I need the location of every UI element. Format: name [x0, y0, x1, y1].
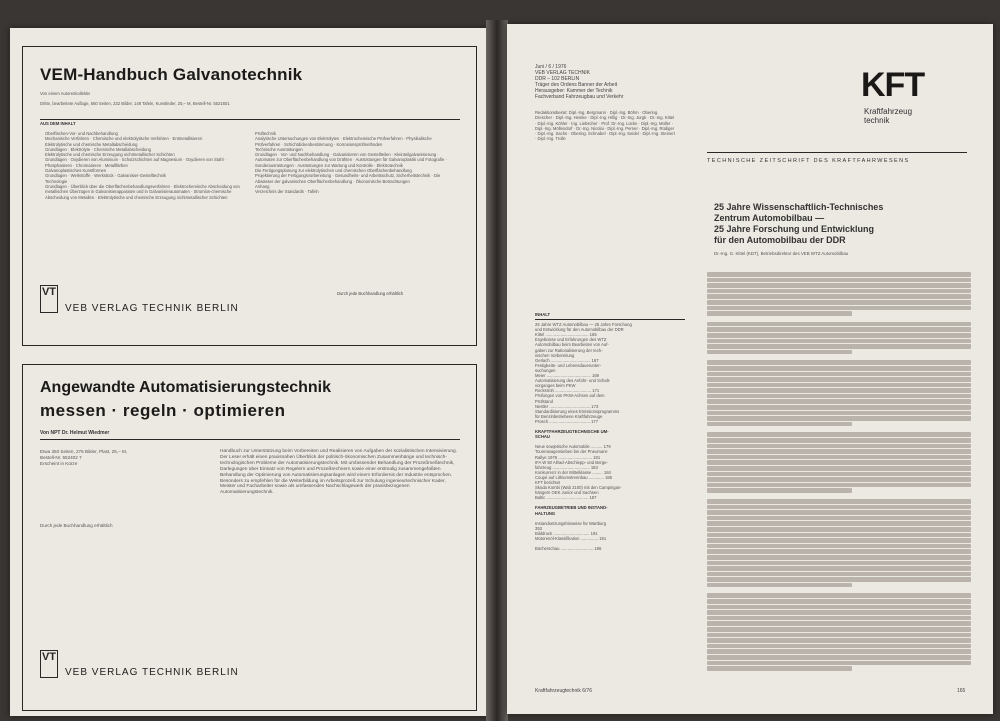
- body-text-line: [707, 627, 971, 632]
- masthead-staff: Redaktionsbeirat: Dipl.-Ing. Bergmann · Dipl.-Ing. Böhm · Obering. Drescher · Dipl.-Ing. Heinke · Dipl.-Ing. Hillig · Dr.-Ing. Jurgk · Dr.-Ing. Kittel · Dipl.-Ing. Köhler · Ing. Liebscher · Prof. Dr.-Ing. Lücke · Dipl.-Ing. Müller · Dipl.-Ing. Möllendorf · Dr.-Ing. Nicolai · Dipl.-Ing. Perner · Dipl.-Ing. Rüdiger · Dipl.-Ing. Sachs · Obering. Schnabel · Dipl.-Ing. Seidel · Dipl.-Ing. Steinert · Dipl.-Ing. Trolle: [535, 110, 675, 142]
- ad-automatisierungstechnik: [22, 364, 477, 711]
- body-text-line: [707, 388, 971, 393]
- ad2-details: Etwa 350 Seiten, 276 Bilder, Plast, 25,– M, Bestell-Nr. 552402 7 Erscheint in Kürze: [40, 449, 128, 466]
- ad1-divider: [40, 119, 460, 120]
- ad2-publisher: VEB VERLAG TECHNIK BERLIN: [65, 667, 239, 678]
- body-text-line: [707, 449, 971, 454]
- toc-line: Skoda Kombi (Wab 2100) mit den Campingan-: [535, 485, 622, 491]
- toc-section: HALTUNG: [535, 510, 556, 516]
- body-text-line: [707, 499, 971, 504]
- body-text-line: [707, 666, 852, 671]
- toc-line: Prosch ................................... 177: [535, 418, 599, 424]
- toc-line: KFT berichtet: [535, 480, 561, 485]
- toc-line: Bilddruck ............................... 191: [535, 530, 598, 536]
- body-text-line: [707, 360, 971, 365]
- toc-line: Konkurrenz in der Mittelklasse ......... 184: [535, 469, 611, 475]
- body-text-line: [707, 405, 971, 410]
- toc-line: Kittel ..................................... 165: [535, 332, 597, 338]
- toc-section: FAHRZEUGBETRIEB UND INSTAND-: [535, 505, 608, 511]
- body-text-line: [707, 644, 971, 649]
- body-text-line: [707, 599, 971, 604]
- kft-subtitle: Kraftfahrzeug technik: [864, 107, 913, 125]
- ad2-order-note: Durch jede Buchhandlung erhältlich: [40, 523, 113, 528]
- toc-line: nischen Vorbereitung: [535, 352, 575, 358]
- toc-line: Instandsetzungshinweise für Wartburg: [535, 520, 607, 526]
- ad2-subtitle: messen · regeln · optimieren: [40, 401, 286, 420]
- body-text-line: [707, 544, 971, 549]
- right-page: [507, 24, 993, 714]
- toc-line: 25 Jahre WTZ Automobilbau — 25 Jahre Forschung: [535, 322, 632, 328]
- ad1-title: VEM-Handbuch Galvanotechnik: [40, 65, 303, 84]
- body-text-line: [707, 333, 971, 338]
- body-text-line: [707, 549, 971, 554]
- body-text-line: [707, 516, 971, 521]
- body-text-line: [707, 394, 971, 399]
- toc-line: Motorenöl-Klassifikation ............... 191: [535, 536, 607, 542]
- toc-line: fahrzeug ................................ 183: [535, 464, 598, 470]
- toc-line: vorganges beim PKW: [535, 383, 576, 389]
- body-text-line: [707, 327, 971, 332]
- toc-line: IFA W 50 Allrad-Abschlepp- und Berge-: [535, 459, 608, 465]
- toc-line: Coupé auf Lithiumstrennbau ............. 185: [535, 474, 613, 480]
- toc-section: KRAFTFAHRZEUGTECHNISCHE UM-: [535, 429, 609, 435]
- toc-line: und Entwicklung für den Automobilbau der DDR: [535, 327, 624, 333]
- toc-line: Standardisierung eines Emissionsprogramms: [535, 408, 620, 414]
- kft-logo: KFT: [861, 66, 925, 104]
- body-text-line: [707, 444, 971, 449]
- body-text-line: [707, 377, 971, 382]
- article-author: Dr.-Ing. G. Kittel (KDT), Betriebsdirektor des VEB WTZ Automobilbau: [714, 251, 849, 256]
- body-text-line: [707, 322, 971, 327]
- ad1-publisher: VEB VERLAG TECHNIK BERLIN: [65, 303, 239, 314]
- toc-line: Tourenwagensieben bei der Pneumant-: [535, 449, 609, 455]
- toc-line: Prüfstand: [535, 398, 553, 404]
- toc-line: Baltic .................................... 187: [535, 495, 597, 501]
- toc-line: gaben zur Rationalisierung der tech-: [535, 347, 603, 353]
- page-number: 165: [957, 688, 966, 694]
- toc-line: Gerlach .................................. 167: [535, 357, 599, 363]
- body-text-line: [707, 399, 971, 404]
- toc-line: Automatisierung des Anfahr- und Schalt-: [535, 378, 611, 384]
- toc-line: Prüfungen von PKW-Achsen auf dem: [535, 393, 605, 399]
- body-text-line: [707, 649, 971, 654]
- toc-line: Rallye 1976 ............................. 181: [535, 454, 601, 460]
- body-text-line: [707, 633, 971, 638]
- ad1-author-line: Von einem Autorenkollektiv: [40, 91, 91, 96]
- ad2-title: Angewandte Automatisierungstechnik: [40, 379, 331, 396]
- toc-line: Neue sowjetische Automobile .......... 179: [535, 444, 611, 450]
- body-text-line: [707, 638, 971, 643]
- body-text-line: [707, 472, 971, 477]
- body-text-line: [707, 344, 971, 349]
- toc-heading: INHALT: [535, 312, 551, 317]
- body-text-line: [707, 661, 971, 666]
- vt-logo: VT: [40, 650, 58, 678]
- body-text-line: [707, 366, 971, 371]
- toc-line: für Benzinbetriebene Kraftfahrzeuge: [535, 413, 603, 419]
- toc-line: Nestler ................................... 173: [535, 403, 599, 409]
- header-rule: [707, 152, 967, 153]
- ad1-order-note: Durch jede Buchhandlung erhältlich: [337, 291, 404, 296]
- body-text-line: [707, 383, 971, 388]
- left-page: [10, 28, 497, 716]
- body-text-line: [707, 655, 971, 660]
- body-text-line: [707, 416, 971, 421]
- ad1-contents-col1: Oberflächen-Vor- und Nachbehandlung Mechanische Verfahren · Chemische und elektrolytische Verfahren · Entmetallisieren Elektrolytische und chemische Metallabscheidung Grundlagen · Elektrolyte · Chemische Metallabscheidung Elektrolytische und chemische Erzeugung nichtmetallischer Schichten Grundlagen · Oxydieren von Aluminium · Schutzschichten auf Magnesium · Oxydieren von Stahl · Phosphatieren · Chromatieren · Metallfärben Galvanoplastisches Kunstformen Grundlagen · Werkstoffe · Werkstück · Galvanisier-Gestelltechnik Technologie Grundlagen · Überblick über die Oberflächenbehandlungsverfahren · Elektrochemische Abscheidung von metallischen Überzügen in Galvanisierapparaten und in Galvanisierautomaten · Stromlos-chemische Abscheidung von Metallen · Elektrolytische und chemische Erzeugung nichtmetallischer Schichten: [45, 131, 240, 200]
- body-text-line: [707, 583, 852, 588]
- body-text-line: [707, 488, 852, 493]
- body-text-line: [707, 538, 971, 543]
- body-text-line: [707, 527, 971, 532]
- toc-line: Meier ...................................... 169: [535, 373, 599, 379]
- ad-galvanotechnik: [22, 46, 477, 346]
- body-text-line: [707, 621, 971, 626]
- body-text-line: [707, 306, 971, 311]
- body-text-line: [707, 289, 971, 294]
- body-text-line: [707, 350, 852, 355]
- toc-line: 353: [535, 525, 542, 531]
- body-text-line: [707, 533, 971, 538]
- body-text-line: [707, 572, 971, 577]
- body-text-line: [707, 438, 971, 443]
- ad2-description: Handbuch zur Unterstützung beim Vorbereiten und Realisieren von Aufgaben der sozialistischen Intensivierung. Der Leser erhält einen praxisnahen Überblick der politisch-ökonomischen Zusammenhänge und technisch-technologischen Probleme der Automatisierungstechnik. Mit umfassender Behandlung der Prozeßmeßtechnik, Darlegungen über Einsatz von Regelern und Prozeßrechnern sowie einer erstmalig zusammengefaßten Behandlung der Optimierung von Automatisierungsanlagen wird einem Erfordernis der Industrie entsprochen. Besonders zu empfehlen für die Weiterbildung im Arbeitsprozeß zur Schulung ingenieurtechnischer Kader, Meister und Facharbeiter sowie als umfassendes Nachschlagewerk der praxisbezogenen Automatisierungstechnik.: [220, 449, 458, 496]
- body-text-line: [707, 610, 971, 615]
- body-text-line: [707, 593, 971, 598]
- ad2-author: Von NPT Dr. Helmut Wiedmer: [40, 430, 110, 436]
- article-body: [707, 272, 971, 677]
- journal-tagline: TECHNISCHE ZEITSCHRIFT DES KRAFTFAHRWESENS: [707, 158, 910, 164]
- ad2-divider: [40, 439, 460, 440]
- toc-line: hängern OEK Junior und Sachsen: [535, 490, 599, 496]
- body-text-line: [707, 311, 852, 316]
- toc: [535, 312, 690, 551]
- toc-line: Festigkeits- und Lebensdauerunter-: [535, 362, 602, 368]
- body-text-line: [707, 577, 971, 582]
- body-text-line: [707, 272, 971, 277]
- body-text-line: [707, 339, 971, 344]
- body-text-line: [707, 278, 971, 283]
- vt-logo: VT: [40, 285, 58, 313]
- body-text-line: [707, 521, 971, 526]
- body-text-line: [707, 616, 971, 621]
- footer-journal: Kraftfahrzeugtechnik 6/76: [535, 688, 592, 694]
- body-text-line: [707, 372, 971, 377]
- body-text-line: [707, 411, 971, 416]
- article-title: 25 Jahre Wissenschaftlich-Technisches Zentrum Automobilbau — 25 Jahre Forschung und Entwicklung für den Automobilbau der DDR: [714, 202, 884, 245]
- ad1-contents-col2: Prüftechnik Analytische Untersuchungen von Elektrolyten · Elektrochemische Prüfverfahren · Physikalische Prüfverfahren · Schichtdickenbestimmung · Korrosionsprüfmethoden Technische Ausrüstungen Grundlagen · Vor- und Nachbehandlung · Galvanisieren von Gestellteilen · Kleinteilgalvanisierung · Automaten zur Oberflächenbehandlung von Drähten · Ausrüstungen für Galvanoplastik und Fotografie · Sonderausrüstungen · Ausrüstungen zur Wartung und Kontrolle · Elektrotechnik Die Fertigungsplanung zur elektrolytischen und chemischen Oberflächenbehandlung Projektierung der Fertigungsvorbereitung · Gesundheits- und Arbeitsschutz, Sicherheitstechnik · Die Abwässer der galvanischen Oberflächenbehandlung · Ökonomische Betrachtungen Anhang Verzeichnis der Standards · Tafeln: [255, 131, 447, 195]
- toc-section: SCHAU: [535, 434, 550, 440]
- body-text-line: [707, 555, 971, 560]
- body-text-line: [707, 300, 971, 305]
- body-text-line: [707, 561, 971, 566]
- body-text-line: [707, 605, 971, 610]
- masthead: Juni / 6 / 1976 VEB VERLAG TECHNIK DDR – 102 BERLIN Träger des Ordens Banner der Arbeit Herausgeber: Kammer der Technik Fachverband Fahrzeugbau und Verkehr: [535, 64, 624, 100]
- toc-line: Ergebnisse und Erfahrungen des WTZ: [535, 337, 607, 343]
- body-text-line: [707, 294, 971, 299]
- body-text-line: [707, 483, 971, 488]
- toc-line: Rockstroh ............................... 171: [535, 388, 600, 394]
- body-text-line: [707, 283, 971, 288]
- ad1-contents-heading: AUS DEM INHALT: [40, 121, 76, 126]
- body-text-line: [707, 432, 971, 437]
- toc-line: suchungen: [535, 367, 556, 373]
- book-gutter: [486, 20, 508, 721]
- body-text-line: [707, 466, 971, 471]
- ad1-edition-line: Dritte, bearbeitete Auflage, 560 Seiten, 232 Bilder, 148 Tafeln, Kunstleder, 25,– M, Bestell-Nr. 5521601: [40, 101, 230, 106]
- body-text-line: [707, 422, 852, 427]
- toc-line: Bücherschau ............................ 196: [535, 546, 602, 552]
- body-text-line: [707, 505, 971, 510]
- body-text-line: [707, 460, 971, 465]
- body-text-line: [707, 477, 971, 482]
- toc-line: Automobilbau beim Bearbeiten von Auf-: [535, 342, 609, 348]
- body-text-line: [707, 455, 971, 460]
- body-text-line: [707, 566, 971, 571]
- body-text-line: [707, 510, 971, 515]
